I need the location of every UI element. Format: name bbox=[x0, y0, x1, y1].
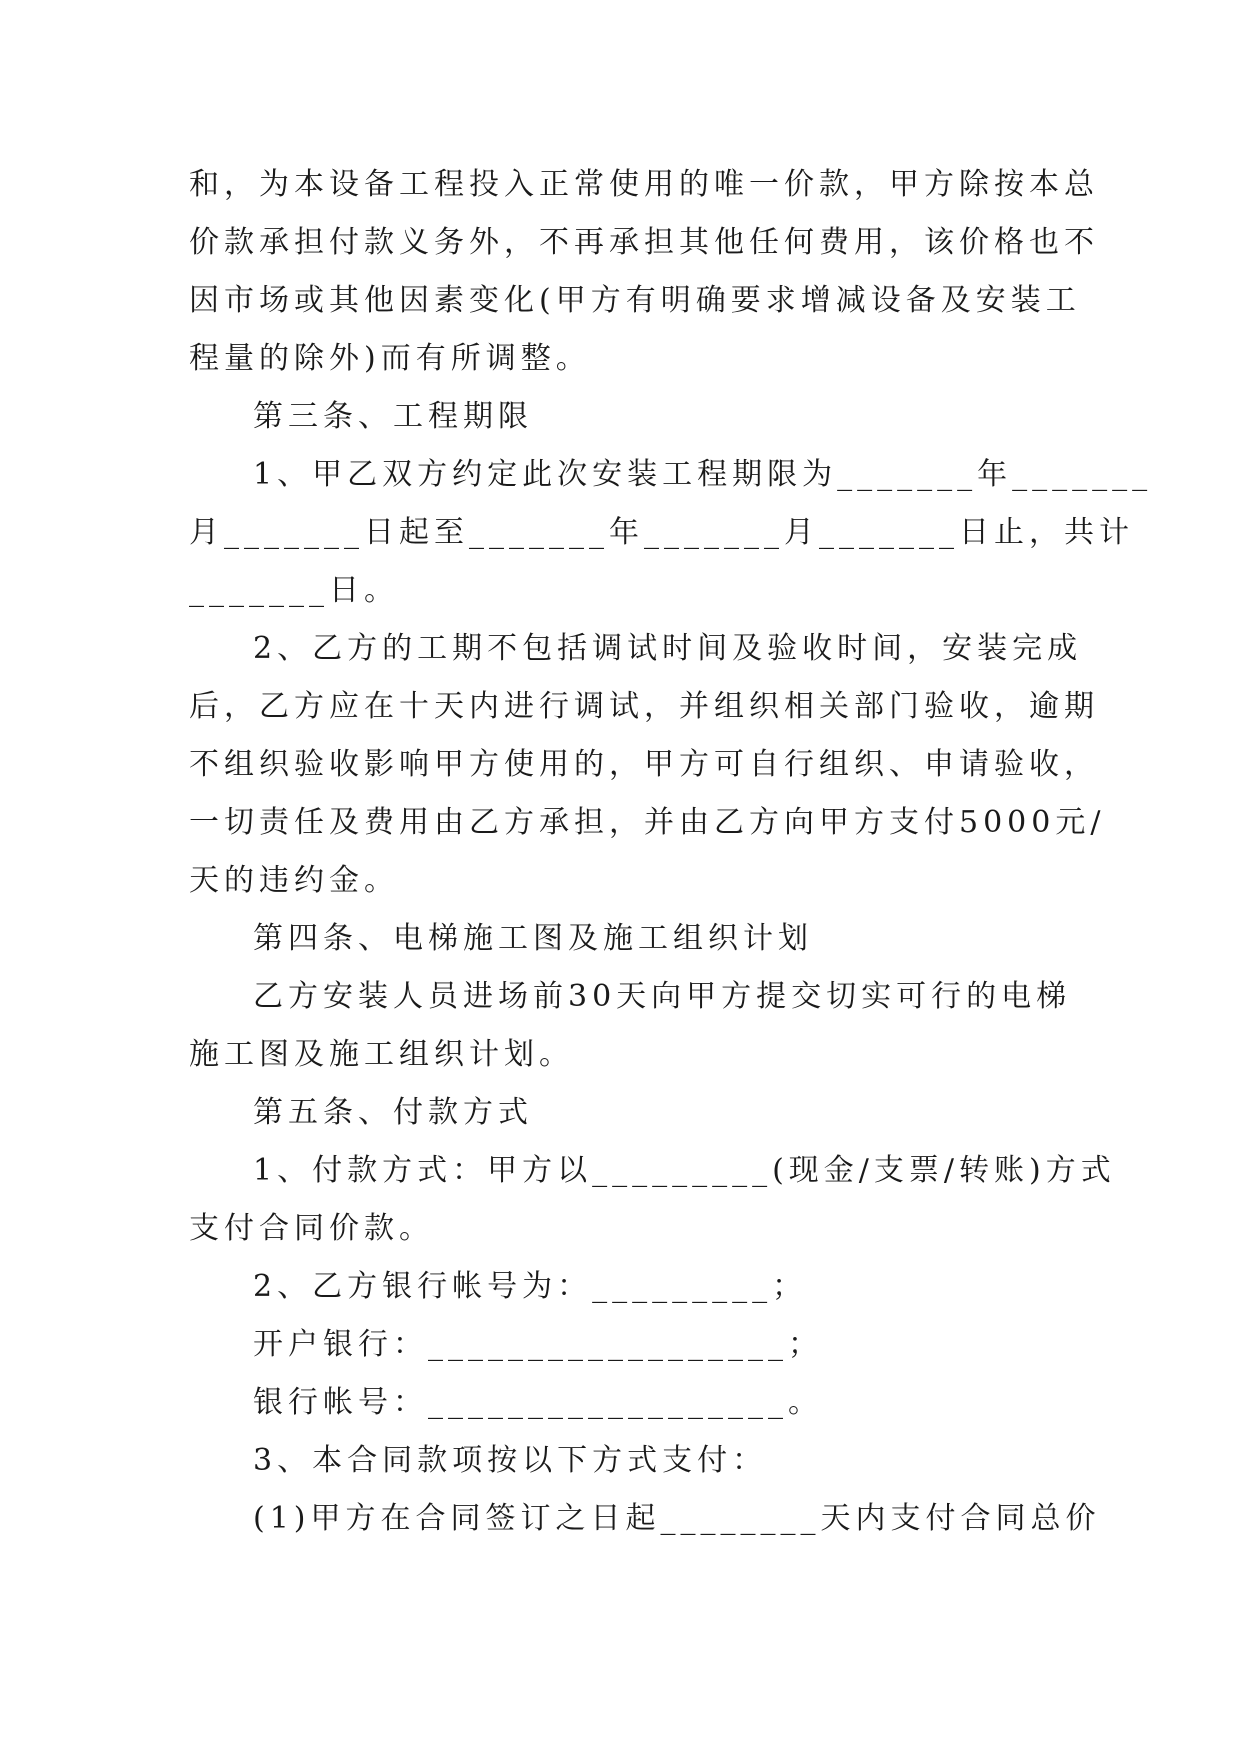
body-text-line: 程量的除外)而有所调整。 bbox=[189, 341, 591, 376]
body-text-line: _______日。 bbox=[189, 573, 399, 608]
body-text-line: 1、甲乙双方约定此次安装工程期限为_______年_______ bbox=[253, 457, 1153, 492]
body-text-line: 一切责任及费用由乙方承担，并由乙方向甲方支付5000元/ bbox=[189, 805, 1106, 840]
body-text-line: 月_______日起至_______年_______月_______日止，共计 bbox=[189, 515, 1134, 550]
body-text-line: 开户银行：__________________； bbox=[253, 1327, 823, 1362]
body-text-line: 和，为本设备工程投入正常使用的唯一价款，甲方除按本总 bbox=[189, 167, 1099, 202]
body-text-line: 乙方安装人员进场前30天向甲方提交切实可行的电梯 bbox=[253, 979, 1072, 1014]
body-text-line: 后，乙方应在十天内进行调试，并组织相关部门验收，逾期 bbox=[189, 689, 1099, 724]
body-text-line: 天的违约金。 bbox=[189, 863, 399, 898]
section-heading-4: 第四条、电梯施工图及施工组织计划 bbox=[253, 921, 813, 956]
body-text-line: 价款承担付款义务外，不再承担其他任何费用，该价格也不 bbox=[189, 225, 1099, 260]
body-text-line: 1、付款方式：甲方以_________(现金/支票/转账)方式 bbox=[253, 1153, 1116, 1188]
body-text-line: 3、本合同款项按以下方式支付： bbox=[253, 1443, 768, 1478]
body-text-line: 2、乙方的工期不包括调试时间及验收时间，安装完成 bbox=[253, 631, 1083, 666]
body-text-line: 因市场或其他因素变化(甲方有明确要求增减设备及安装工 bbox=[189, 283, 1081, 318]
body-text-line: (1)甲方在合同签订之日起________天内支付合同总价 bbox=[253, 1501, 1101, 1536]
body-text-line: 银行帐号：__________________。 bbox=[253, 1385, 823, 1420]
section-heading-3: 第三条、工程期限 bbox=[253, 399, 533, 434]
section-heading-5: 第五条、付款方式 bbox=[253, 1095, 533, 1130]
body-text-line: 2、乙方银行帐号为：_________； bbox=[253, 1269, 808, 1304]
body-text-line: 施工图及施工组织计划。 bbox=[189, 1037, 574, 1072]
body-text-line: 不组织验收影响甲方使用的，甲方可自行组织、申请验收， bbox=[189, 747, 1099, 782]
body-text-line: 支付合同价款。 bbox=[189, 1211, 434, 1246]
